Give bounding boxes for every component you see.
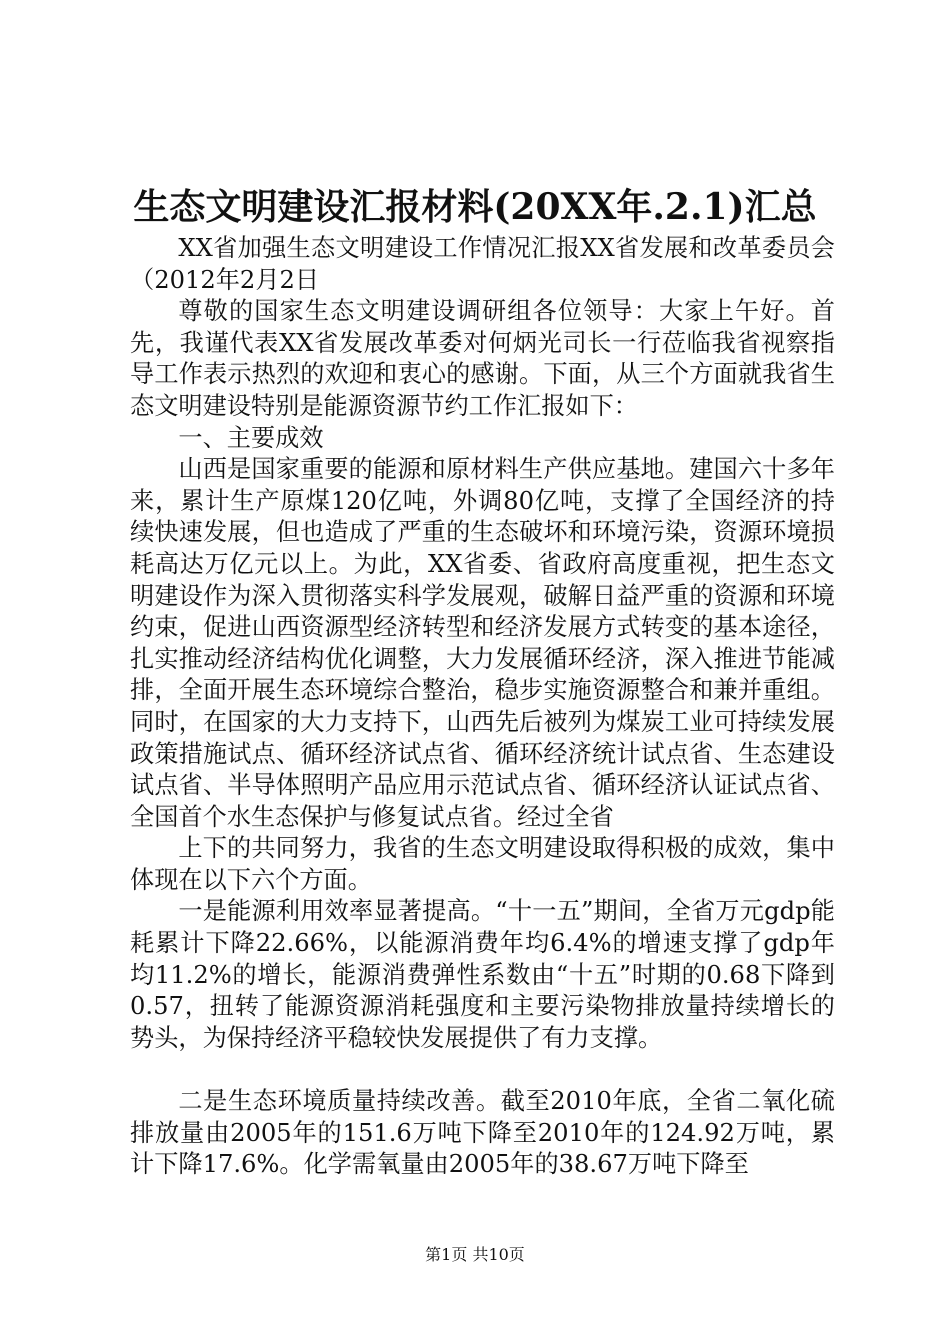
document-title: 生态文明建设汇报材料(20XX年.2.1)汇总 [133,186,817,228]
section-heading-main-results: 一、主要成效 [178,423,324,452]
paragraph-header-line: XX省加强生态文明建设工作情况汇报XX省发展和改革委员会（2012年2月2日 [130,234,835,294]
paragraph-environment-quality: 二是生态环境质量持续改善。截至2010年底，全省二氧化硫排放量由2005年的151.6万吨下降至2010年的124.92万吨，累计下降17.6%。化学需氧量由2005年的38.67万吨下降至 [130,1087,835,1179]
paragraph-energy-efficiency: 一是能源利用效率显著提高。“十一五”期间，全省万元gdp能耗累计下降22.66%，以能源消费年均6.4%的增速支撑了gdp年均11.2%的增长，能源消费弹性系数由“十五”时期的0.68下降到0.57，扭转了能源资源消耗强度和主要污染物排放量持续增长的势头，为保持经济平稳较快发展提供了有力支撑。 [130,897,835,1052]
document-body [130,233,835,1181]
paragraph-six-aspects: 上下的共同努力，我省的生态文明建设取得积极的成效，集中体现在以下六个方面。 [130,834,835,894]
page-number: 第1页 共10页 [425,1245,525,1264]
paragraph-overview: 山西是国家重要的能源和原材料生产供应基地。建国六十多年来，累计生产原煤120亿吨，外调80亿吨，支撑了全国经济的持续快速发展，但也造成了严重的生态破坏和环境污染，资源环境损耗高达万亿元以上。为此，XX省委、省政府高度重视，把生态文明建设作为深入贯彻落实科学发展观，破解日益严重的资源和环境约束，促进山西资源型经济转型和经济发展方式转变的基本途径，扎实推动经济结构优化调整，大力发展循环经济，深入推进节能减排，全面开展生态环境综合整治，稳步实施资源整合和兼并重组。同时，在国家的大力支持下，山西先后被列为煤炭工业可持续发展政策措施试点、循环经济试点省、循环经济统计试点省、生态建设试点省、半导体照明产品应用示范试点省、循环经济认证试点省、全国首个水生态保护与修复试点省。经过全省 [130,455,835,831]
paragraph-greeting: 尊敬的国家生态文明建设调研组各位领导：大家上午好。首先，我谨代表XX省发展改革委对何炳光司长一行莅临我省视察指导工作表示热烈的欢迎和衷心的感谢。下面，从三个方面就我省生态文明建设特别是能源资源节约工作汇报如下： [130,297,835,420]
